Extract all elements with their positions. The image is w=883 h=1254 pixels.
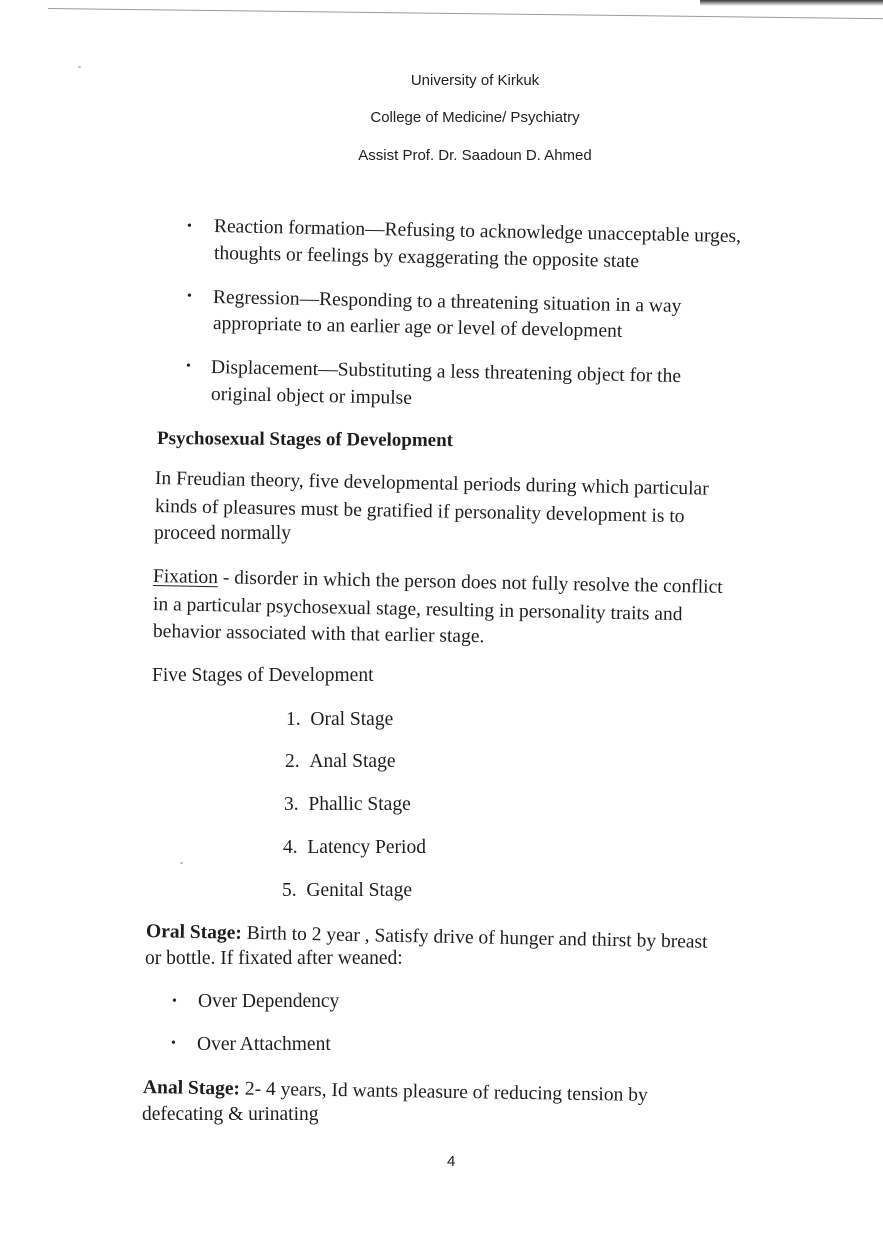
list-item (284, 795, 411, 815)
list-number: 4. (283, 837, 298, 858)
list-number: 1. (286, 709, 301, 730)
paragraph-line (143, 1078, 648, 1105)
header-university: University of Kirkuk (410, 72, 540, 89)
list-item-line: Regression—Responding to a threatening situation in a way (212, 287, 682, 317)
scan-edge (48, 8, 883, 37)
bullet-icon: • (187, 289, 192, 304)
paragraph-line: proceed normally (154, 523, 291, 544)
list-number: 2. (285, 751, 300, 772)
bullet-icon: • (171, 1036, 176, 1051)
scan-speck (78, 66, 81, 68)
list-item: Over Dependency (198, 991, 340, 1012)
page-number: 4 (447, 1153, 456, 1170)
list-item (286, 710, 393, 730)
list-item-line: original object or impulse (210, 384, 413, 409)
list-item-label: Anal Stage (309, 751, 396, 772)
oral-stage-term: Oral Stage: (145, 921, 243, 944)
anal-stage-text: 2- 4 years, Id wants pleasure of reducing tension by (239, 1078, 648, 1106)
bullet-icon: • (187, 219, 192, 234)
header-author: Assist Prof. Dr. Saadoun D. Ahmed (358, 147, 592, 164)
list-item-label: Oral Stage (310, 709, 394, 730)
list-item-label: Genital Stage (306, 880, 412, 901)
list-number: 3. (284, 794, 299, 815)
scan-shadow (700, 0, 883, 6)
scan-speck (180, 862, 183, 864)
paragraph-line: behavior associated with that earlier stage. (152, 621, 485, 648)
stages-heading: Five Stages of Development (152, 665, 374, 686)
paragraph-line: in a particular psychosexual stage, resulting in personality traits and (152, 594, 683, 626)
fixation-term: Fixation (152, 566, 219, 589)
section-title: Psychosexual Stages of Development (156, 428, 454, 452)
list-number: 5. (282, 880, 297, 901)
list-item (285, 752, 395, 772)
paragraph-line: In Freudian theory, five developmental periods during which particular (154, 468, 709, 500)
list-item (283, 838, 426, 858)
bullet-icon: • (186, 359, 191, 374)
paragraph-line: or bottle. If fixated after weaned: (145, 948, 403, 969)
list-item-line: Displacement—Substituting a less threatening object for the (210, 357, 682, 388)
list-item-line: appropriate to an earlier age or level of development (212, 313, 623, 342)
paragraph-line: kinds of pleasures must be gratified if personality development is to (154, 496, 685, 528)
bullet-icon: • (172, 994, 177, 1009)
oral-stage-text: Birth to 2 year , Satisfy drive of hunger and thirst by breast (241, 922, 708, 953)
paragraph-line (153, 567, 723, 597)
list-item-line: thoughts or feelings by exaggerating the opposite state (213, 243, 640, 273)
list-item-line: Reaction formation—Refusing to acknowledge unacceptable urges, (213, 216, 742, 248)
paragraph-line: defecating & urinating (142, 1104, 319, 1125)
anal-stage-term: Anal Stage: (142, 1077, 241, 1100)
list-item-label: Latency Period (307, 837, 426, 858)
fixation-definition: - disorder in which the person does not fully resolve the conflict (217, 567, 723, 598)
list-item-label: Phallic Stage (308, 794, 411, 815)
list-item (282, 881, 412, 901)
list-item: Over Attachment (197, 1034, 331, 1055)
header-college: College of Medicine/ Psychiatry (370, 109, 580, 126)
